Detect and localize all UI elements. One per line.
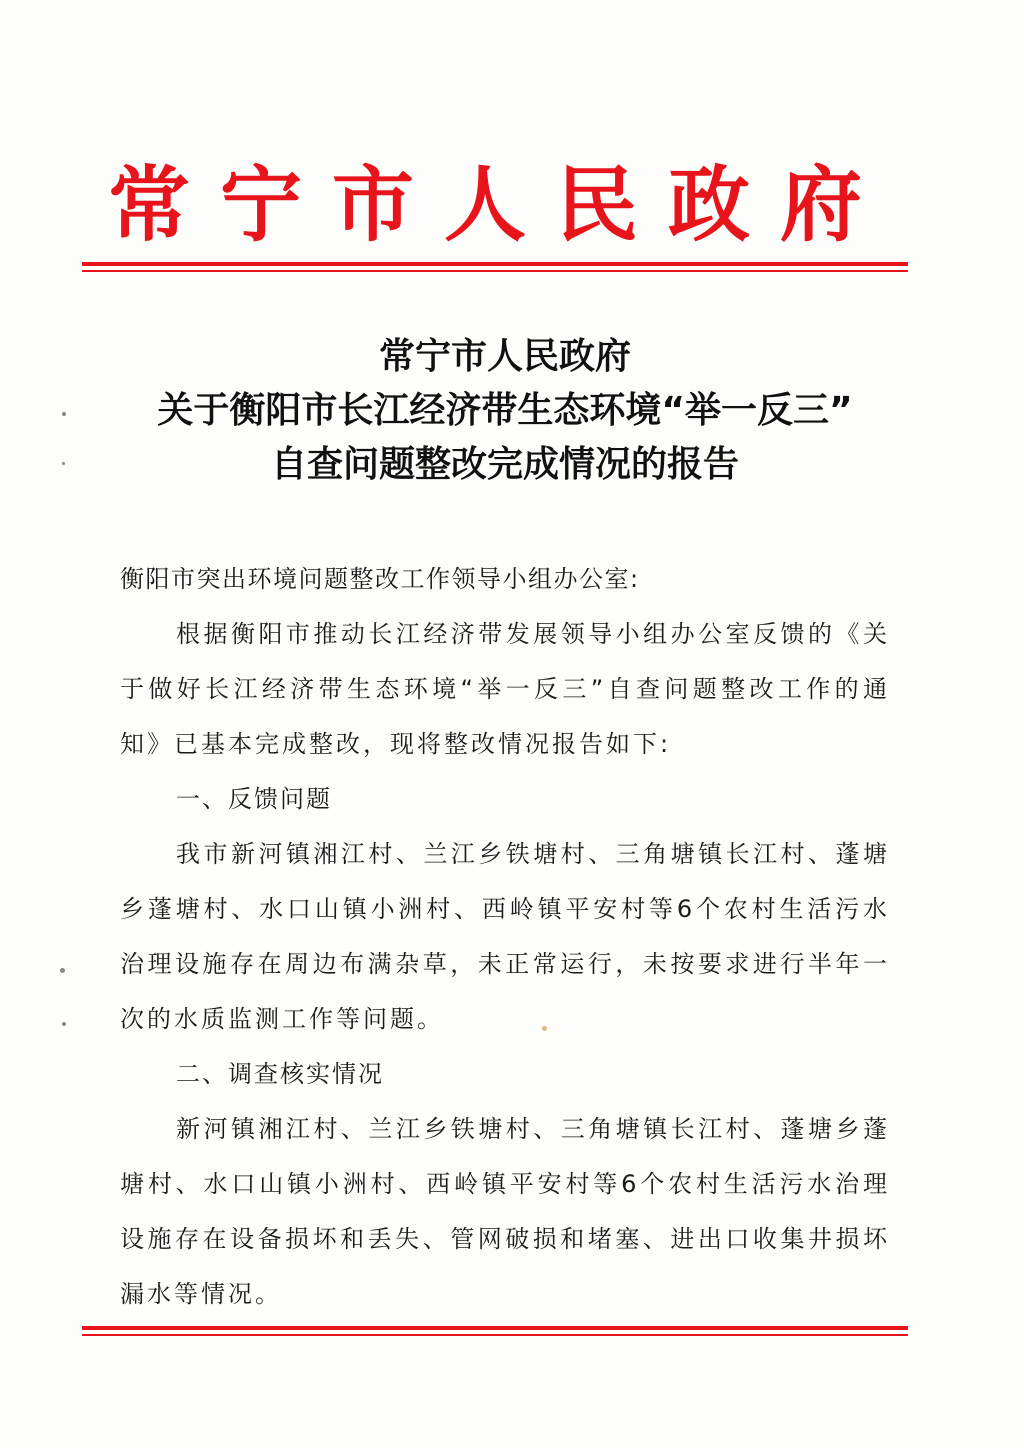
footer-red-rule-thick [82,1326,908,1330]
report-title-line-1: 常宁市人民政府 [378,336,631,377]
letterhead-title: 常宁市人民政府 [107,157,892,253]
scan-speck [542,1026,547,1031]
section-1-heading: 一、反馈问题 [176,785,332,813]
report-title-line-2: 关于衡阳市长江经济带生态环境“举一反三” [157,390,853,431]
footer-red-rule-thin [82,1334,908,1336]
report-title [90,330,920,492]
scan-speck [62,412,66,416]
report-body [120,552,890,1322]
intro-paragraph: 根据衡阳市推动长江经济带发展领导小组办公室反馈的《关于做好长江经济带生态环境“举一反三”自查问题整改工作的通知》已基本完成整改，现将整改情况报告如下: [120,620,890,758]
salutation: 衡阳市突出环境问题整改工作领导小组办公室: [120,565,640,593]
letterhead-red-rule-thick [82,262,908,266]
scan-speck [62,462,65,465]
scan-speck [60,968,65,973]
report-title-line-3: 自查问题整改完成情况的报告 [270,444,739,485]
section-1-paragraph: 我市新河镇湘江村、兰江乡铁塘村、三角塘镇长江村、蓬塘乡蓬塘村、水口山镇小洲村、西岭镇平安村等6个农村生活污水治理设施存在周边布满杂草，未正常运行，未按要求进行半年一次的水质监测工作等问题。 [120,840,890,1033]
scan-speck [62,1022,66,1026]
letterhead-red-rule-thin [82,270,908,272]
section-2-heading: 二、调查核实情况 [176,1060,384,1088]
section-2-paragraph: 新河镇湘江村、兰江乡铁塘村、三角塘镇长江村、蓬塘乡蓬塘村、水口山镇小洲村、西岭镇平安村等6个农村生活污水治理设施存在设备损坏和丢失、管网破损和堵塞、进出口收集井损坏漏水等情况。 [120,1115,890,1308]
